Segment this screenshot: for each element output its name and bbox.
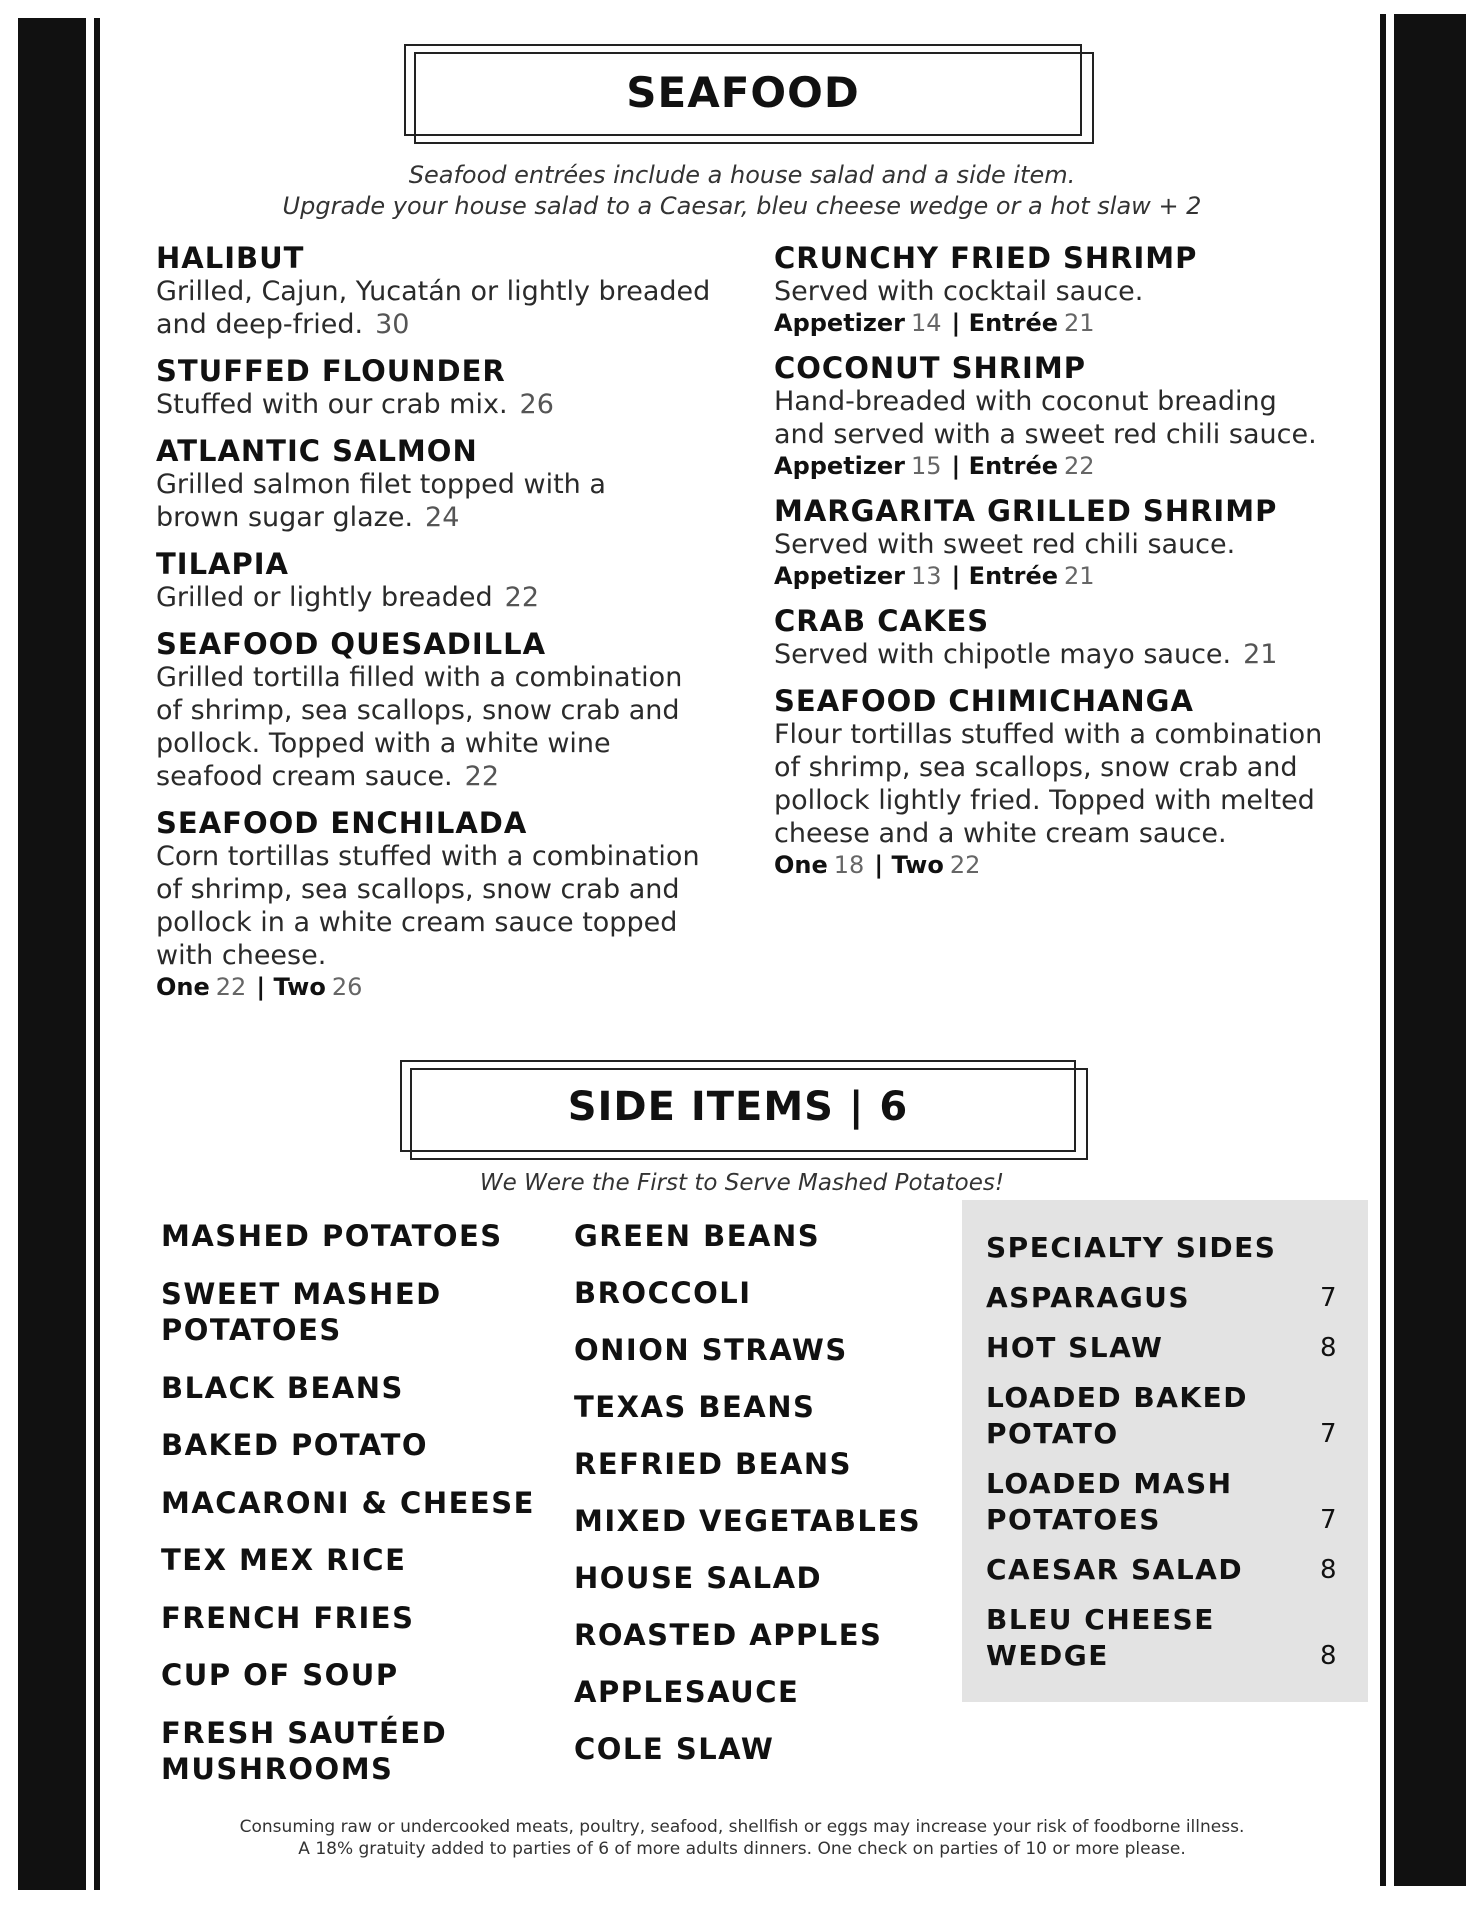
item-price: 22 [464, 761, 500, 792]
sides-title: SIDE ITEMS | 6 [567, 1084, 909, 1130]
side-item: FRESH SAUTÉED MUSHROOMS [161, 1716, 448, 1786]
item-name: SEAFOOD CHIMICHANGA [774, 684, 1194, 718]
item-name: STUFFED FLOUNDER [156, 354, 506, 388]
specialty-side-name: LOADED MASH POTATOES [986, 1467, 1233, 1536]
item-description: Grilled or lightly breaded [156, 582, 493, 613]
menu-item-seafood-quesadilla [156, 628, 716, 793]
specialty-side-price: 7 [1319, 1283, 1338, 1313]
item-description: Flour tortillas stuffed with a combination of shrimp, sea scallops, snow crab and pollock lightly fried. Topped with melted cheese and a white cream sauce. [774, 719, 1323, 849]
item-name: CRAB CAKES [774, 604, 990, 638]
menu-item-halibut [156, 242, 716, 341]
side-item: COLE SLAW [574, 1732, 775, 1766]
option-label: Two [891, 851, 944, 879]
side-item: GREEN BEANS [574, 1219, 821, 1253]
option-price: 22 [949, 851, 981, 879]
right-border-decoration [1380, 14, 1470, 1886]
option-label: Two [273, 973, 326, 1001]
item-portion-prices: Appetizer 13 | Entrée 21 [774, 562, 1095, 590]
menu-item-margarita-grilled-shrimp [774, 495, 1334, 591]
item-name: SEAFOOD QUESADILLA [156, 627, 547, 661]
option-price: 22 [215, 973, 247, 1001]
specialty-side-name: CAESAR SALAD [986, 1553, 1244, 1586]
sides-title-frame [400, 1060, 1076, 1152]
item-price: 22 [504, 582, 540, 613]
option-price: 15 [911, 452, 942, 480]
seafood-title: SEAFOOD [626, 68, 860, 117]
specialty-side-price: 8 [1319, 1555, 1338, 1585]
side-item: FRENCH FRIES [161, 1601, 415, 1635]
menu-item-crab-cakes [774, 605, 1334, 671]
option-price: 14 [911, 309, 942, 337]
item-price: 30 [375, 309, 410, 340]
side-item: SWEET MASHED POTATOES [161, 1277, 442, 1347]
seafood-title-frame [404, 44, 1082, 136]
item-name: CRUNCHY FRIED SHRIMP [774, 241, 1198, 275]
item-description: Served with chipotle mayo sauce. [774, 639, 1232, 670]
item-portion-prices: One 22 | Two 26 [156, 973, 363, 1001]
item-name: ATLANTIC SALMON [156, 434, 478, 468]
option-label: Appetizer [774, 562, 905, 590]
side-item: BAKED POTATO [161, 1428, 429, 1462]
seafood-intro-line-2: Upgrade your house salad to a Caesar, bleu cheese wedge or a hot slaw + 2 [282, 192, 1202, 220]
specialty-sides-heading: SPECIALTY SIDES [986, 1231, 1277, 1264]
option-label: Appetizer [774, 452, 905, 480]
specialty-side-price: 7 [1319, 1419, 1338, 1449]
seafood-left-column [156, 242, 716, 1002]
side-item: APPLESAUCE [574, 1675, 800, 1709]
specialty-side-price: 7 [1319, 1505, 1338, 1535]
option-label: Appetizer [774, 309, 905, 337]
item-description: Grilled tortilla filled with a combination of shrimp, sea scallops, snow crab and pollock. Topped with a white wine seafood cream sauce. [156, 662, 683, 792]
option-label: Entrée [968, 452, 1059, 480]
option-price: 13 [911, 562, 942, 590]
item-price: 24 [425, 502, 460, 533]
specialty-side-item [986, 1330, 1338, 1366]
specialty-side-name: LOADED BAKED POTATO [986, 1381, 1249, 1450]
option-price: 22 [1064, 452, 1095, 480]
item-description: Stuffed with our crab mix. [156, 389, 508, 420]
side-item: BLACK BEANS [161, 1371, 404, 1405]
option-label: Entrée [968, 562, 1059, 590]
item-price: 21 [1243, 639, 1278, 670]
option-label: One [156, 973, 210, 1001]
option-label: Entrée [968, 309, 1059, 337]
menu-item-crunchy-fried-shrimp [774, 242, 1334, 338]
menu-item-stuffed-flounder [156, 355, 716, 421]
side-item: BROCCOLI [574, 1276, 752, 1310]
menu-item-seafood-chimichanga [774, 685, 1334, 880]
item-name: TILAPIA [156, 547, 289, 581]
specialty-side-name: BLEU CHEESE WEDGE [986, 1603, 1215, 1672]
option-price: 21 [1064, 562, 1095, 590]
item-portion-prices: Appetizer 14 | Entrée 21 [774, 309, 1095, 337]
sides-tagline: We Were the First to Serve Mashed Potatoes! [479, 1170, 1005, 1196]
specialty-side-name: HOT SLAW [986, 1331, 1164, 1364]
seafood-right-column [774, 242, 1334, 880]
side-item: MIXED VEGETABLES [574, 1504, 922, 1538]
side-item: REFRIED BEANS [574, 1447, 853, 1481]
side-item: TEXAS BEANS [574, 1390, 816, 1424]
specialty-side-item [986, 1280, 1338, 1316]
specialty-side-item [986, 1552, 1338, 1588]
item-name: SEAFOOD ENCHILADA [156, 806, 528, 840]
item-description: Hand-breaded with coconut breading and served with a sweet red chili sauce. [774, 386, 1317, 450]
side-item: HOUSE SALAD [574, 1561, 823, 1595]
item-portion-prices: One 18 | Two 22 [774, 851, 981, 879]
left-border-decoration [18, 18, 106, 1890]
item-price: 26 [519, 389, 554, 420]
side-item: MASHED POTATOES [161, 1219, 503, 1253]
side-item: MACARONI & CHEESE [161, 1486, 535, 1520]
item-description: Corn tortillas stuffed with a combination of shrimp, sea scallops, snow crab and pollock in a white cream sauce topped with cheese. [156, 841, 700, 971]
specialty-side-price: 8 [1319, 1641, 1338, 1671]
specialty-sides-panel [962, 1200, 1368, 1702]
item-name: HALIBUT [156, 241, 305, 275]
seafood-intro-line-1: Seafood entrées include a house salad and a side item. [408, 161, 1076, 189]
specialty-side-item [986, 1466, 1338, 1538]
option-price: 21 [1064, 309, 1095, 337]
side-item: ROASTED APPLES [574, 1618, 883, 1652]
menu-item-atlantic-salmon [156, 435, 716, 534]
item-portion-prices: Appetizer 15 | Entrée 22 [774, 452, 1095, 480]
item-description: Grilled, Cajun, Yucatán or lightly breaded and deep-fried. [156, 276, 711, 340]
sides-list-column-2 [574, 1218, 954, 1767]
option-price: 18 [833, 851, 865, 879]
option-label: One [774, 851, 828, 879]
gratuity-notice: A 18% gratuity added to parties of 6 of more adults dinners. One check on parties of 10 or more please. [298, 1839, 1186, 1859]
item-description: Served with sweet red chili sauce. [774, 529, 1236, 560]
specialty-side-name: ASPARAGUS [986, 1281, 1191, 1314]
menu-item-seafood-enchilada [156, 807, 716, 1002]
specialty-side-item [986, 1380, 1338, 1452]
specialty-side-item [986, 1602, 1338, 1674]
menu-item-tilapia [156, 548, 716, 614]
option-price: 26 [331, 973, 363, 1001]
specialty-side-price: 8 [1319, 1333, 1338, 1363]
side-item: ONION STRAWS [574, 1333, 848, 1367]
item-description: Grilled salmon filet topped with a brown sugar glaze. [156, 469, 606, 533]
side-item: CUP OF SOUP [161, 1658, 399, 1692]
side-item: TEX MEX RICE [161, 1543, 407, 1577]
menu-item-coconut-shrimp [774, 352, 1334, 481]
item-name: MARGARITA GRILLED SHRIMP [774, 494, 1278, 528]
food-safety-notice: Consuming raw or undercooked meats, poultry, seafood, shellfish or eggs may increase your risk of foodborne illness. [239, 1817, 1245, 1837]
sides-list-column-1 [161, 1218, 541, 1787]
item-name: COCONUT SHRIMP [774, 351, 1086, 385]
item-description: Served with cocktail sauce. [774, 276, 1144, 307]
